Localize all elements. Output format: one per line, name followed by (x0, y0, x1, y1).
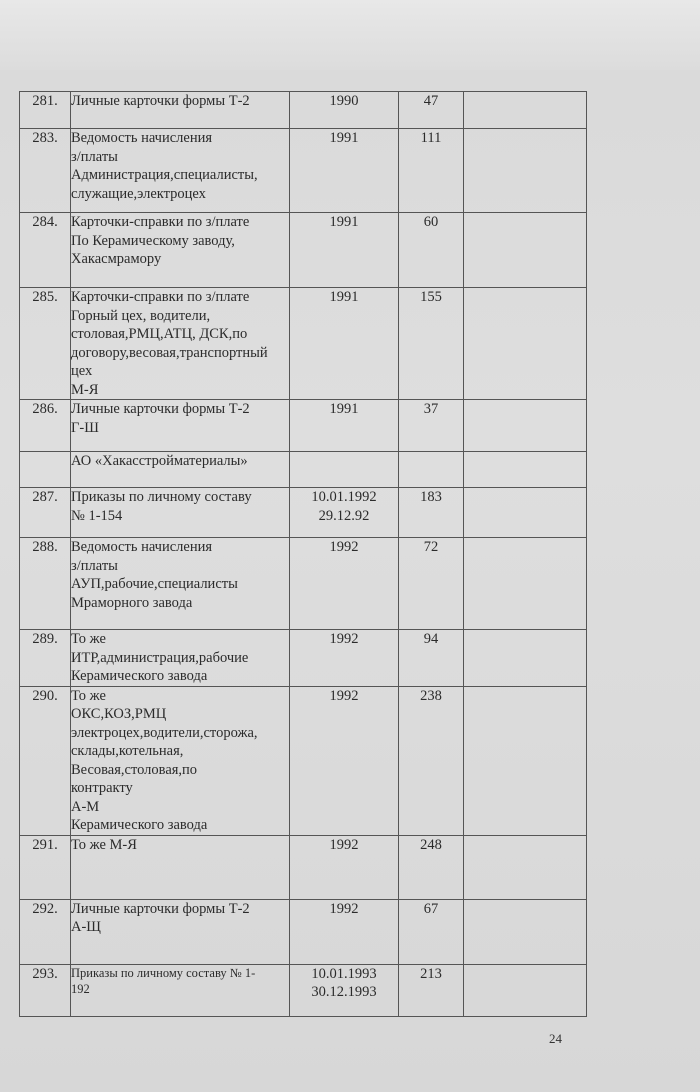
item-notes (464, 288, 587, 400)
item-notes (464, 92, 587, 129)
item-notes (464, 129, 587, 213)
item-date-line: 10.01.1993 (311, 965, 377, 982)
item-title (71, 288, 290, 400)
item-title (71, 452, 290, 488)
item-date-line: 30.12.1993 (311, 984, 377, 1000)
item-title-line: склады,котельная, (71, 743, 184, 759)
item-number: 284. (20, 213, 71, 288)
item-dates (290, 452, 399, 488)
item-title (71, 686, 290, 835)
item-number: 285. (20, 288, 71, 400)
item-number: 291. (20, 835, 71, 899)
item-title-line: з/платы (71, 557, 118, 574)
item-date-line: 1992 (329, 900, 359, 917)
item-notes (464, 630, 587, 687)
item-title-line: ОКС,КОЗ,РМЦ (71, 706, 167, 722)
item-title-line: По Керамическому заводу, (71, 232, 235, 249)
item-date-line: 10.01.1992 (311, 489, 377, 505)
item-title (71, 129, 290, 213)
item-sheet-count: 60 (399, 213, 464, 288)
item-sheet-count: 67 (399, 899, 464, 964)
item-sheet-count: 213 (399, 964, 464, 1016)
item-notes (464, 400, 587, 452)
table-row (20, 899, 587, 964)
item-title (71, 835, 290, 899)
item-title-line: Весовая,столовая,по (71, 761, 198, 778)
item-dates (290, 538, 399, 630)
item-title-line: Личные карточки формы Т-2 (71, 93, 250, 109)
table-row (20, 686, 587, 835)
item-title-line: Мраморного завода (71, 594, 193, 611)
item-title-line: служащие,электроцех (71, 185, 206, 202)
item-dates (290, 899, 399, 964)
item-title-line: Личные карточки формы Т-2 (71, 900, 250, 917)
item-title-line: договору,весовая,транспортный (71, 344, 268, 361)
item-title-line: Приказы по личному составу № 1- (71, 965, 256, 980)
item-date-line: 1990 (329, 93, 359, 109)
item-sheet-count: 94 (399, 630, 464, 687)
item-dates (290, 288, 399, 400)
item-notes (464, 835, 587, 899)
table-row (20, 835, 587, 899)
item-title-line: А-М (71, 798, 100, 815)
item-title (71, 92, 290, 129)
item-date-line: 1992 (329, 836, 359, 853)
item-date-line: 1991 (329, 214, 359, 230)
item-date-line: 1992 (329, 631, 359, 647)
item-title-line: Хакасмрамору (71, 251, 162, 267)
item-title-line: Администрация,специалисты, (71, 167, 258, 183)
item-title-line: АО «Хакасстройматериалы» (71, 453, 248, 469)
item-dates (290, 92, 399, 129)
item-title-line: А-Щ (71, 919, 101, 935)
item-title (71, 213, 290, 288)
item-dates (290, 835, 399, 899)
item-title-line: Горный цех, водители, (71, 307, 211, 324)
item-sheet-count: 183 (399, 488, 464, 538)
table-row (20, 400, 587, 452)
item-dates (290, 686, 399, 835)
item-dates (290, 488, 399, 538)
item-title-line: ИТР,администрация,рабочие (71, 649, 249, 666)
item-sheet-count: 72 (399, 538, 464, 630)
item-title (71, 630, 290, 687)
item-notes (464, 964, 587, 1016)
item-title (71, 964, 290, 1016)
item-sheet-count: 47 (399, 92, 464, 129)
item-title-line: Карточки-справки по з/плате (71, 289, 250, 305)
item-title-line: № 1-154 (71, 507, 123, 524)
item-title-line: столовая,РМЦ,АТЦ, ДСК,по (71, 326, 248, 342)
table-row (20, 452, 587, 488)
item-notes (464, 686, 587, 835)
item-title-line: То же (71, 687, 106, 704)
item-sheet-count: 111 (399, 129, 464, 213)
item-date-line: 1991 (329, 289, 359, 305)
item-dates (290, 213, 399, 288)
item-notes (464, 488, 587, 538)
item-number: 283. (20, 129, 71, 213)
item-title-line: з/платы (71, 148, 118, 165)
item-number: 292. (20, 899, 71, 964)
item-title-line: Приказы по личному составу (71, 489, 252, 505)
item-title-line: Г-Ш (71, 419, 99, 436)
item-date-line: 1991 (329, 401, 359, 417)
item-number: 286. (20, 400, 71, 452)
register-body (20, 92, 587, 1017)
item-number: 281. (20, 92, 71, 129)
item-sheet-count: 155 (399, 288, 464, 400)
item-date-line: 1992 (329, 687, 359, 704)
item-title-line: М-Я (71, 381, 99, 398)
item-notes (464, 452, 587, 488)
item-notes (464, 213, 587, 288)
table-row (20, 129, 587, 213)
item-title-line: То же (71, 631, 106, 647)
item-title-line: электроцех,водители,сторожа, (71, 724, 258, 741)
item-number: 293. (20, 964, 71, 1016)
page-top-margin (0, 0, 700, 70)
item-title-line: Личные карточки формы Т-2 (71, 401, 250, 417)
item-date-line: 1992 (329, 539, 359, 555)
item-number (20, 452, 71, 488)
item-title-line: 192 (71, 981, 90, 996)
item-title-line: То же М-Я (71, 836, 137, 853)
item-title-line: Ведомость начисления (71, 130, 213, 146)
item-title-line: Ведомость начисления (71, 539, 213, 555)
table-row (20, 288, 587, 400)
item-number: 288. (20, 538, 71, 630)
table-row (20, 538, 587, 630)
item-title-line: цех (71, 363, 93, 379)
item-dates (290, 129, 399, 213)
item-title-line: Керамического завода (71, 817, 208, 833)
item-sheet-count: 248 (399, 835, 464, 899)
item-number: 289. (20, 630, 71, 687)
item-title (71, 899, 290, 964)
item-title (71, 488, 290, 538)
item-dates (290, 400, 399, 452)
archive-register-table (19, 91, 587, 1017)
table-row (20, 92, 587, 129)
item-title-line: контракту (71, 780, 133, 796)
item-dates (290, 630, 399, 687)
table-row (20, 630, 587, 687)
page-number: 24 (549, 1031, 562, 1046)
item-title (71, 538, 290, 630)
item-number: 290. (20, 686, 71, 835)
item-date-line: 29.12.92 (318, 507, 370, 524)
table-row (20, 488, 587, 538)
item-notes (464, 899, 587, 964)
table-row (20, 213, 587, 288)
item-sheet-count (399, 452, 464, 488)
item-title-line: АУП,рабочие,специалисты (71, 576, 238, 592)
item-title (71, 400, 290, 452)
item-title-line: Керамического завода (71, 668, 208, 684)
item-notes (464, 538, 587, 630)
item-dates (290, 964, 399, 1016)
item-sheet-count: 238 (399, 686, 464, 835)
table-row (20, 964, 587, 1016)
item-number: 287. (20, 488, 71, 538)
item-sheet-count: 37 (399, 400, 464, 452)
item-date-line: 1991 (329, 130, 359, 146)
item-title-line: Карточки-справки по з/плате (71, 214, 250, 230)
